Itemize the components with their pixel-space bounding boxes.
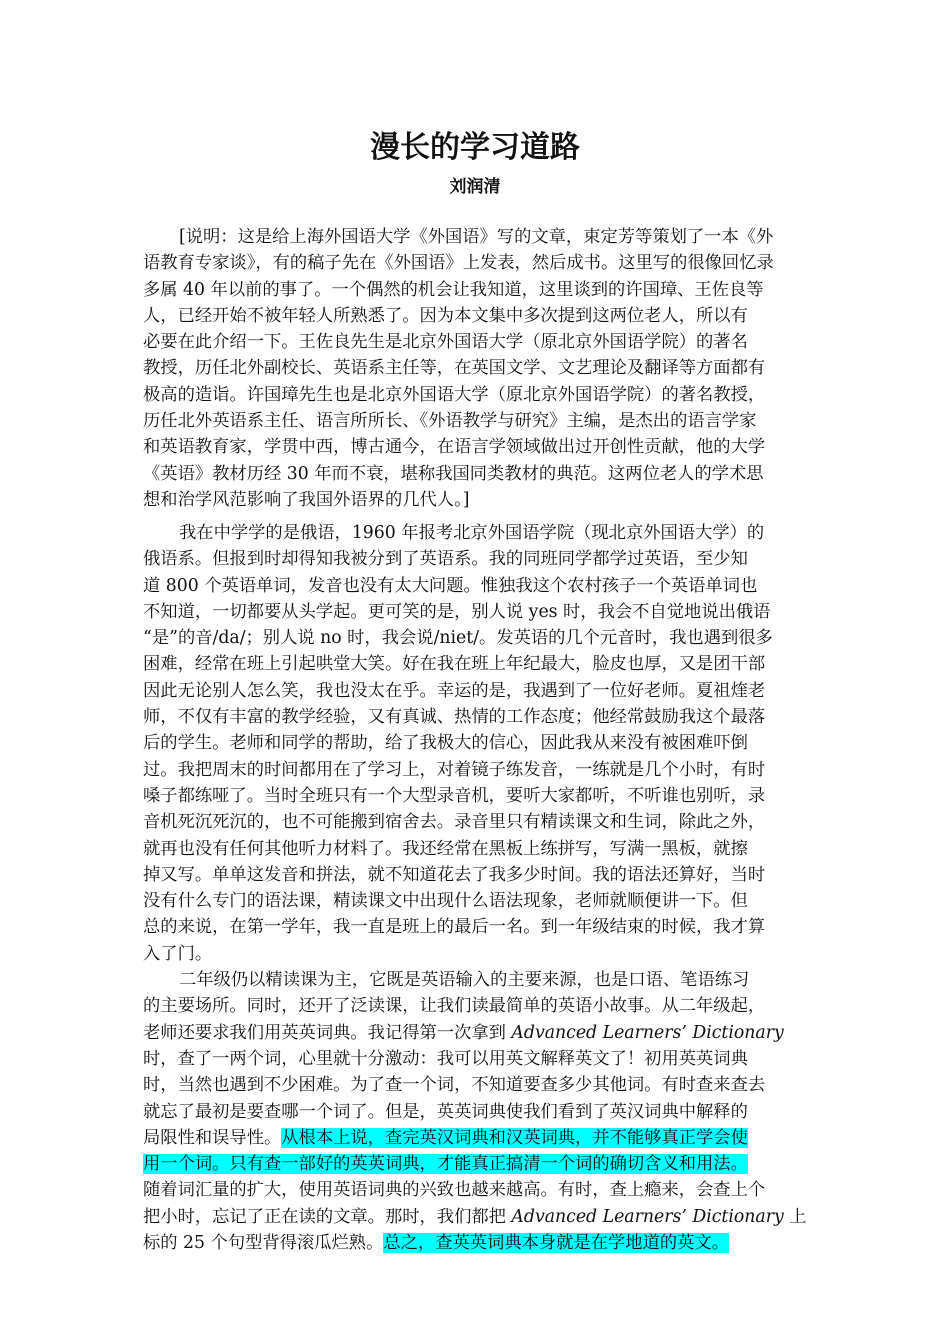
paragraph-line: 后的学生。老师和同学的帮助，给了我极大的信心，因此我从来没有被困难吓倒: [143, 733, 748, 754]
paragraph-line: 时，查了一两个词，心里就十分激动：我可以用英文解释英文了！初用英英词典: [143, 1048, 748, 1069]
body-text: [143, 520, 810, 1256]
author-name: 刘润清: [449, 177, 501, 197]
paragraph-line: [143, 1020, 810, 1046]
paragraph-line: 我在中学学的是俄语，1960 年报考北京外国语学院（现北京外国语大学）的: [179, 523, 765, 543]
paragraph-line: 困难，经常在班上引起哄堂大笑。好在我在班上年纪最大，脸皮也厚，又是团干部: [143, 654, 766, 675]
paragraph-line: 就再也没有任何其他听力材料了。我还经常在黑板上练拼写，写满一黑板，就擦: [143, 838, 748, 859]
note-line: 语教育专家谈》，有的稿子先在《外国语》上发表，然后成书。这里写的很像回忆录: [143, 253, 774, 274]
highlighted-text: 用一个词。只有查一部好的英英词典，才能真正搞清一个词的确切含义和用法。: [143, 1154, 748, 1175]
page-title: 漫长的学习道路: [370, 130, 580, 165]
paragraph-line: 总的来说，在第一学年，我一直是班上的最后一名。到一年级结束的时候，我才算: [143, 917, 766, 938]
paragraph-line: 掉又写。单单这发音和拼法，就不知道花去了我多少时间。我的语法还算好，当时: [143, 864, 766, 885]
note-paragraph: [143, 224, 810, 513]
paragraph-line: 入了门。: [143, 943, 213, 964]
note-line: 必要在此介绍一下。王佐良先生是北京外国语大学（原北京外国语学院）的著名: [143, 332, 748, 353]
text-run: 老师还要求我们用英英词典。我记得第一次拿到: [143, 1022, 512, 1043]
note-line: 想和治学风范影响了我国外语界的几代人。]: [143, 489, 470, 510]
paragraph-line: [143, 1151, 810, 1177]
paragraph-line: 的主要场所。同时，还开了泛读课，让我们读最简单的英语小故事。从二年级起，: [143, 996, 766, 1017]
text-run: 局限性和误导性。: [143, 1127, 282, 1148]
text-run: 把小时，忘记了正在读的文章。那时，我们都把: [143, 1206, 512, 1227]
text-run: 上: [783, 1206, 807, 1227]
paragraph-line: 嗓子都练哑了。当时全班只有一个大型录音机，要听大家都听，不听谁也别听，录: [143, 785, 766, 806]
book-title: Advanced Learners’ Dictionary: [511, 1206, 784, 1227]
paragraph-line: [143, 1204, 810, 1230]
note-line: 教授，历任北外副校长、英语系主任等，在英国文学、文艺理论及翻译等方面都有: [143, 358, 766, 379]
paragraph-line: [143, 1125, 810, 1151]
highlighted-text: 总之，查英英词典本身就是在学地道的英文。: [383, 1233, 729, 1254]
paragraph-line: 不知道，一切都要从头学起。更可笑的是，别人说 yes 时，我会不自觉地说出俄语: [143, 601, 771, 622]
paragraph-line: 俄语系。但报到时却得知我被分到了英语系。我的同班同学都学过英语，至少知: [143, 549, 748, 570]
note-line: 《英语》教材历经 30 年而不衰，堪称我国同类教材的典范。这两位老人的学术思: [143, 463, 764, 484]
note-line: 和英语教育家，学贯中西，博古通今，在语言学领域做出过开创性贡献，他的大学: [143, 437, 766, 458]
paragraph-line: 道 800 个英语单词，发音也没有太大问题。惟独我这个农村孩子一个英语单词也: [143, 575, 758, 596]
paragraph-line: “是”的音/da/；别人说 no 时，我会说/niet/。发英语的几个元音时，我也遇到很多: [143, 628, 773, 649]
paragraph-line: [143, 1230, 810, 1256]
paragraph-line: 因此无论别人怎么笑，我也没太在乎。幸运的是，我遇到了一位好老师。夏祖煃老: [143, 680, 766, 701]
note-line: 多属 40 年以前的事了。一个偶然的机会让我知道，这里谈到的许国璋、王佐良等: [143, 279, 764, 300]
note-line: 人，已经开始不被年轻人所熟悉了。因为本文集中多次提到这两位老人，所以有: [143, 305, 748, 326]
paragraph-line: 音机死沉死沉的，也不可能搬到宿舍去。录音里只有精读课文和生词，除此之外，: [143, 812, 766, 833]
paragraph-line: 过。我把周末的时间都用在了学习上，对着镜子练发音，一练就是几个小时，有时: [143, 759, 766, 780]
note-line: 历任北外英语系主任、语言所所长、《外语教学与研究》主编，是杰出的语言学家: [143, 411, 757, 432]
paragraph-line: 随着词汇量的扩大，使用英语词典的兴致也越来越高。有时，查上瘾来，会查上个: [143, 1180, 766, 1201]
highlighted-text: 从根本上说，查完英汉词典和汉英词典，并不能够真正学会使: [281, 1127, 748, 1148]
paragraph-line: 二年级仍以精读课为主，它既是英语输入的主要来源，也是口语、笔语练习: [179, 970, 750, 991]
book-title: Advanced Learners’ Dictionary: [511, 1022, 784, 1043]
text-run: 标的 25 个句型背得滚瓜烂熟。: [143, 1233, 384, 1254]
paragraph-line: 没有什么专门的语法课，精读课文中出现什么语法现象，老师就顺便讲一下。但: [143, 891, 748, 912]
paragraph-line: 师，不仅有丰富的教学经验，又有真诚、热情的工作态度；他经常鼓励我这个最落: [143, 707, 766, 728]
paragraph-line: 时，当然也遇到不少困难。为了查一个词，不知道要查多少其他词。有时查来查去: [143, 1075, 766, 1096]
note-line: [说明：这是给上海外国语大学《外国语》写的文章，束定芳等策划了一本《外: [179, 227, 774, 247]
note-line: 极高的造诣。许国璋先生也是北京外国语大学（原北京外国语学院）的著名教授，: [143, 384, 766, 405]
paragraph-line: 就忘了最初是要查哪一个词了。但是，英英词典使我们看到了英汉词典中解释的: [143, 1101, 748, 1122]
